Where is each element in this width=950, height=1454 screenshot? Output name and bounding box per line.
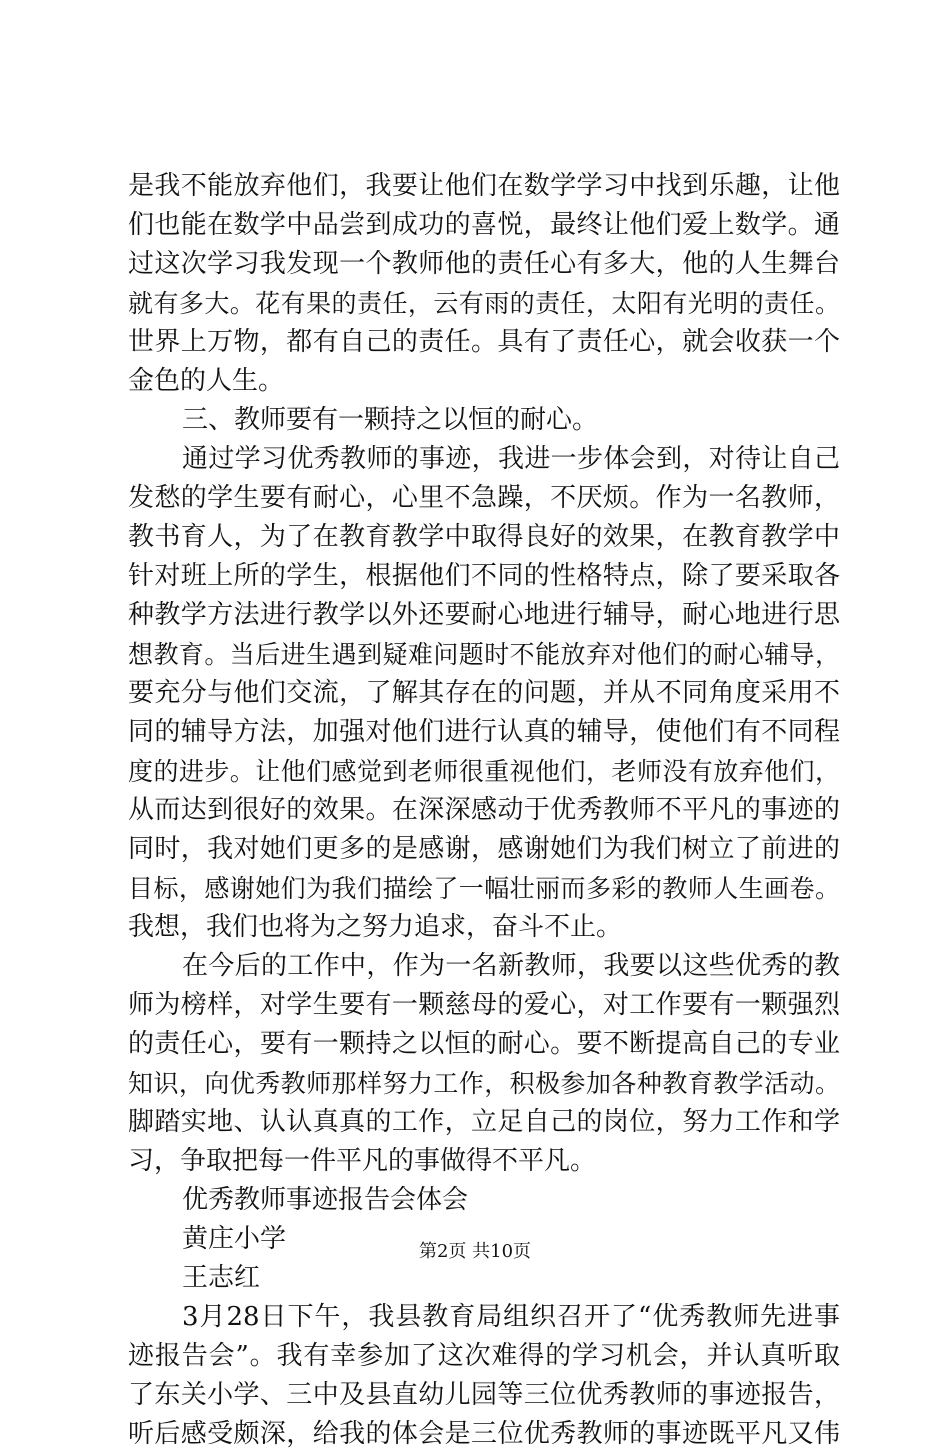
text-line: 通过学习优秀教师的事迹，我进一步体会到，对待让自己 bbox=[182, 444, 840, 474]
text-line: 世界上万物，都有自己的责任。具有了责任心，就会收获一个 bbox=[128, 327, 840, 357]
article-title: 优秀教师事迹报告会体会 bbox=[182, 1185, 469, 1215]
text-line: 从而达到很好的效果。在深深感动于优秀教师不平凡的事迹的 bbox=[128, 795, 840, 825]
text-line: 教书育人，为了在教育教学中取得良好的效果，在教育教学中 bbox=[128, 522, 840, 552]
article-school: 黄庄小学 bbox=[182, 1224, 287, 1254]
text-line: 的责任心，要有一颗持之以恒的耐心。要不断提高自己的专业 bbox=[128, 1029, 840, 1059]
text-line: 习，争取把每一件平凡的事做得不平凡。 bbox=[128, 1146, 597, 1176]
text-line: 师为榜样，对学生要有一颗慈母的爱心，对工作要有一颗强烈 bbox=[128, 990, 840, 1020]
text-line: 知识，向优秀教师那样努力工作，积极参加各种教育教学活动。 bbox=[128, 1069, 840, 1098]
text-line: 了东关小学、三中及县直幼儿园等三位优秀教师的事迹报告， bbox=[128, 1380, 840, 1410]
text-line: 我想，我们也将为之努力追求，奋斗不止。 bbox=[128, 912, 623, 942]
text-line: 目标，感谢她们为我们描绘了一幅壮丽而多彩的教师人生画卷。 bbox=[128, 874, 840, 903]
text-line: 要充分与他们交流，了解其存在的问题，并从不同角度采用不 bbox=[128, 678, 840, 708]
text-line: 种教学方法进行教学以外还要耐心地进行辅导，耐心地进行思 bbox=[128, 600, 840, 630]
text-line: 听后感受颇深，给我的体会是三位优秀教师的事迹既平凡又伟 bbox=[128, 1419, 840, 1449]
text-line: 金色的人生。 bbox=[128, 366, 285, 396]
text-line: 针对班上所的学生，根据他们不同的性格特点，除了要采取各 bbox=[128, 561, 840, 591]
page-number: 第2页 共10页 bbox=[418, 1241, 532, 1262]
text-line: 想教育。当后进生遇到疑难问题时不能放弃对他们的耐心辅导， bbox=[128, 640, 840, 669]
text-line: 脚踏实地、认认真真的工作，立足自己的岗位，努力工作和学 bbox=[128, 1107, 840, 1137]
text-line: 是我不能放弃他们，我要让他们在数学学习中找到乐趣，让他 bbox=[128, 171, 840, 201]
text-line: 度的进步。让他们感觉到老师很重视他们，老师没有放弃他们， bbox=[128, 757, 840, 786]
text-line: 在今后的工作中，作为一名新教师，我要以这些优秀的教 bbox=[182, 951, 840, 981]
article-author: 王志红 bbox=[182, 1263, 261, 1293]
text-line: 同时，我对她们更多的是感谢，感谢她们为我们树立了前进的 bbox=[128, 834, 840, 864]
text-line: 就有多大。花有果的责任，云有雨的责任，太阳有光明的责任。 bbox=[128, 289, 840, 318]
text-line: 3月28日下午，我县教育局组织召开了“优秀教师先进事 bbox=[182, 1302, 840, 1332]
text-line: 发愁的学生要有耐心，心里不急躁，不厌烦。作为一名教师， bbox=[128, 483, 840, 513]
text-line: 过这次学习我发现一个教师他的责任心有多大，他的人生舞台 bbox=[128, 249, 840, 279]
section-heading: 三、教师要有一颗持之以恒的耐心。 bbox=[182, 405, 599, 435]
text-line: 们也能在数学中品尝到成功的喜悦，最终让他们爱上数学。通 bbox=[128, 210, 840, 240]
text-line: 同的辅导方法，加强对他们进行认真的辅导，使他们有不同程 bbox=[128, 717, 840, 747]
text-line: 迹报告会”。我有幸参加了这次难得的学习机会，并认真听取 bbox=[128, 1341, 840, 1371]
